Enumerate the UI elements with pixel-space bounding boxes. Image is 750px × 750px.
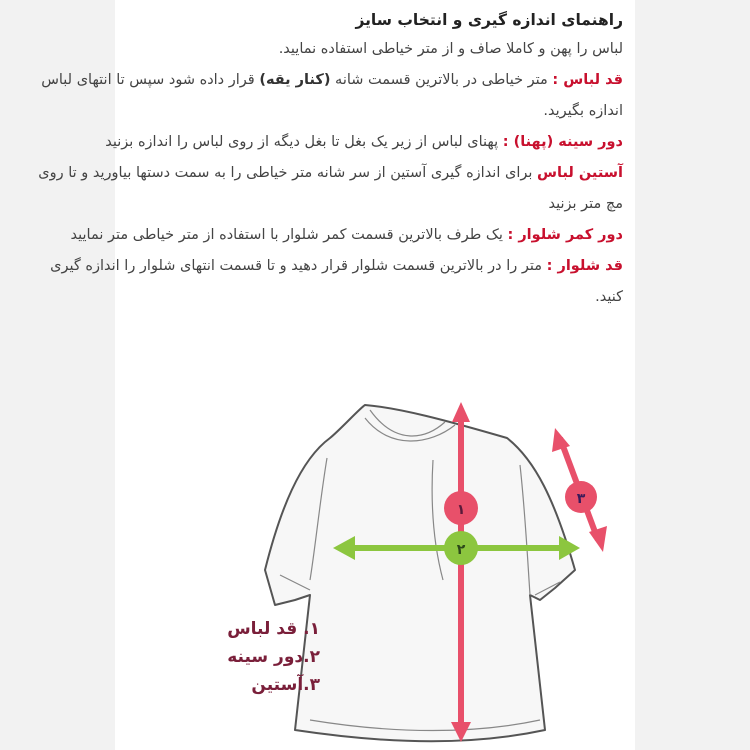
item-text: پهنای لباس از زیر یک بغل تا بغل دیگه از روی لباس را اندازه بزنید bbox=[105, 134, 503, 150]
guide-title: راهنمای اندازه گیری و انتخاب سایز bbox=[355, 11, 623, 29]
item-pants-length bbox=[23, 251, 623, 313]
legend-item: ۱. قد لباس bbox=[227, 619, 320, 639]
item-bold: (کنار یقه) bbox=[259, 72, 331, 88]
size-guide-text bbox=[23, 6, 623, 313]
item-shirt-length bbox=[23, 65, 623, 127]
item-chest bbox=[23, 127, 623, 158]
svg-text:۲: ۲ bbox=[456, 542, 466, 558]
svg-text:۱: ۱ bbox=[456, 502, 466, 518]
item-label: آستین لباس bbox=[537, 165, 623, 181]
item-text: متر خیاطی در بالاترین قسمت شانه bbox=[330, 72, 553, 88]
guide-intro: لباس را پهن و کاملا صاف و از متر خیاطی استفاده نمایید. bbox=[278, 41, 623, 57]
marker-1 bbox=[444, 491, 478, 525]
tshirt-diagram bbox=[115, 400, 635, 750]
marker-2 bbox=[444, 531, 478, 565]
item-text: متر را در بالاترین قسمت شلوار قرار دهید و تا قسمت انتهای شلوار را اندازه گیری کنید. bbox=[50, 258, 623, 305]
item-text: یک طرف بالاترین قسمت کمر شلوار با استفاده از متر خیاطی متر نمایید bbox=[70, 227, 508, 243]
legend-item: ۳.آستین bbox=[251, 675, 320, 695]
marker-3 bbox=[565, 481, 597, 513]
diagram-legend bbox=[210, 615, 320, 699]
item-waist bbox=[23, 220, 623, 251]
item-sleeve bbox=[23, 158, 623, 220]
svg-text:۳: ۳ bbox=[576, 491, 586, 507]
size-guide-page bbox=[38, 0, 635, 750]
legend-item: ۲.دور سینه bbox=[227, 647, 320, 667]
item-text: برای اندازه گیری آستین از سر شانه متر خیاطی را به سمت دستها بیاورید و تا روی مچ متر بزنید bbox=[38, 165, 623, 212]
item-text: قرار داده شود سپس تا انتهای لباس اندازه بگیرید. bbox=[41, 72, 623, 119]
item-label: قد شلوار : bbox=[546, 258, 623, 274]
item-label: قد لباس : bbox=[552, 72, 623, 88]
item-label: دور سینه (پهنا) : bbox=[502, 134, 623, 150]
item-label: دور کمر شلوار : bbox=[507, 227, 623, 243]
